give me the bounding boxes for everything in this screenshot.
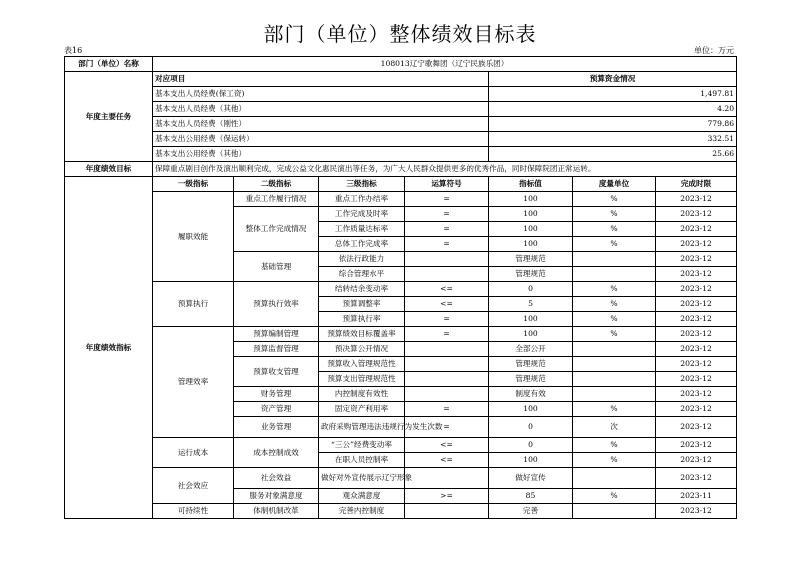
unit-cell (573, 504, 656, 519)
time-cell: 2023-11 (656, 489, 737, 504)
unit-cell (573, 372, 656, 387)
unit-cell: % (573, 402, 656, 417)
unit-cell (573, 252, 656, 267)
l2-cell: 社会效益 (234, 468, 319, 489)
indicators-label: 年度绩效指标 (65, 177, 153, 519)
op-cell: <= (405, 438, 489, 453)
goal-label: 年度绩效目标 (65, 162, 153, 177)
time-cell: 2023-12 (656, 453, 737, 468)
value-cell: 100 (489, 402, 573, 417)
time-cell: 2023-12 (656, 282, 737, 297)
value-cell: 0 (489, 282, 573, 297)
value-cell: 0 (489, 417, 573, 438)
time-cell: 2023-12 (656, 402, 737, 417)
value-cell: 100 (489, 207, 573, 222)
task-amount: 1,497.81 (489, 87, 737, 102)
op-cell (405, 252, 489, 267)
unit-cell (573, 357, 656, 372)
l2-cell: 预算收支管理 (234, 357, 319, 387)
time-cell: 2023-12 (656, 252, 737, 267)
l3-cell: 完善内控制度 (319, 504, 405, 519)
time-cell: 2023-12 (656, 372, 737, 387)
task-item: 基本支出公用经费（其他） (153, 147, 489, 162)
value-cell: 100 (489, 222, 573, 237)
time-cell: 2023-12 (656, 357, 737, 372)
time-cell: 2023-12 (656, 222, 737, 237)
main-task-header-row (65, 72, 737, 87)
goal-row (65, 162, 737, 177)
op-cell: = (405, 402, 489, 417)
op-cell (405, 504, 489, 519)
header-l3: 三级指标 (319, 177, 405, 192)
value-cell: 完善 (489, 504, 573, 519)
l1-cell: 履职效能 (153, 192, 234, 282)
op-cell: >= (405, 489, 489, 504)
l1-cell: 管理效率 (153, 327, 234, 438)
value-cell: 100 (489, 453, 573, 468)
time-cell: 2023-12 (656, 297, 737, 312)
l2-cell: 业务管理 (234, 417, 319, 438)
dept-label: 部门（单位）名称 (65, 57, 153, 72)
l3-cell: 预算收入管理规范性 (319, 357, 405, 372)
l3-cell: 政府采购管理违法违规行为发生次数 (319, 417, 405, 438)
time-cell: 2023-12 (656, 504, 737, 519)
op-cell: <= (405, 453, 489, 468)
l3-cell: 综合管理水平 (319, 267, 405, 282)
unit-cell: % (573, 327, 656, 342)
dept-row (65, 57, 737, 72)
page-title: 部门（单位）整体绩效目标表 (263, 22, 537, 46)
unit-cell (573, 468, 656, 489)
time-cell: 2023-12 (656, 438, 737, 453)
header-op: 运算符号 (405, 177, 489, 192)
op-cell: = (405, 417, 489, 438)
value-cell: 管理规范 (489, 252, 573, 267)
op-cell (405, 342, 489, 357)
value-cell: 做好宣传 (489, 468, 573, 489)
op-cell: = (405, 207, 489, 222)
l3-cell: 总体工作完成率 (319, 237, 405, 252)
l2-cell: 资产管理 (234, 402, 319, 417)
unit-cell: % (573, 222, 656, 237)
time-cell: 2023-12 (656, 207, 737, 222)
l3-cell: 固定资产利用率 (319, 402, 405, 417)
l3-cell: 观众满意度 (319, 489, 405, 504)
l2-cell: 预算执行效率 (234, 282, 319, 327)
op-cell (405, 468, 489, 489)
unit-cell: % (573, 282, 656, 297)
l3-cell: 预算调整率 (319, 297, 405, 312)
op-cell: = (405, 192, 489, 207)
unit-label: 单位：万元 (694, 46, 734, 55)
time-cell: 2023-12 (656, 387, 737, 402)
table-row (65, 468, 737, 489)
goal-text: 保障重点剧目创作及演出顺利完成，完成公益文化惠民演出等任务，为广大人民群众提供更多的优秀作品，同时保障院团正常运转。 (153, 162, 737, 177)
table-row (65, 117, 737, 132)
value-cell: 100 (489, 192, 573, 207)
time-cell: 2023-12 (656, 192, 737, 207)
unit-cell: % (573, 192, 656, 207)
unit-cell (573, 387, 656, 402)
header-unit: 度量单位 (573, 177, 656, 192)
task-item: 基本支出人员经费（刚性） (153, 117, 489, 132)
unit-cell: % (573, 489, 656, 504)
l3-cell: 预决算公开情况 (319, 342, 405, 357)
table-row (65, 87, 737, 102)
l2-cell: 预算编制管理 (234, 327, 319, 342)
col-budget-header: 预算资金情况 (489, 72, 737, 87)
l2-cell: 整体工作完成情况 (234, 207, 319, 252)
op-cell (405, 372, 489, 387)
unit-cell: 次 (573, 417, 656, 438)
l2-cell: 服务对象满意度 (234, 489, 319, 504)
time-cell: 2023-12 (656, 417, 737, 438)
op-cell: = (405, 222, 489, 237)
l2-cell: 成本控制成效 (234, 438, 319, 468)
task-item: 基本支出人员经费（其他） (153, 102, 489, 117)
value-cell: 0 (489, 438, 573, 453)
op-cell (405, 357, 489, 372)
col-item-header: 对应项目 (153, 72, 489, 87)
l2-cell: 体制机制改革 (234, 504, 319, 519)
value-cell: 85 (489, 489, 573, 504)
table-row (65, 504, 737, 519)
l1-cell: 社会效应 (153, 468, 234, 504)
value-cell: 5 (489, 297, 573, 312)
task-amount: 25.66 (489, 147, 737, 162)
l1-cell: 可持续性 (153, 504, 234, 519)
l3-cell: 工作完成及时率 (319, 207, 405, 222)
time-cell: 2023-12 (656, 468, 737, 489)
task-item: 基本支出公用经费（保运转） (153, 132, 489, 147)
op-cell: <= (405, 282, 489, 297)
task-amount: 4.20 (489, 102, 737, 117)
time-cell: 2023-12 (656, 237, 737, 252)
time-cell: 2023-12 (656, 327, 737, 342)
l3-cell: 做好对外宣传展示辽宁形象 (319, 468, 405, 489)
header-l2: 二级指标 (234, 177, 319, 192)
unit-cell: % (573, 297, 656, 312)
l2-cell: 基础管理 (234, 252, 319, 282)
unit-cell: % (573, 438, 656, 453)
header-value: 指标值 (489, 177, 573, 192)
unit-cell: % (573, 237, 656, 252)
value-cell: 管理规范 (489, 372, 573, 387)
task-amount: 779.86 (489, 117, 737, 132)
unit-cell (573, 342, 656, 357)
unit-cell: % (573, 312, 656, 327)
value-cell: 管理规范 (489, 267, 573, 282)
table-row (65, 147, 737, 162)
task-amount: 332.51 (489, 132, 737, 147)
value-cell: 100 (489, 237, 573, 252)
unit-cell: % (573, 207, 656, 222)
l3-cell: 重点工作办结率 (319, 192, 405, 207)
main-tasks-label: 年度主要任务 (65, 72, 153, 162)
l3-cell: “三公”经费变动率 (319, 438, 405, 453)
table-row (65, 192, 737, 207)
value-cell: 100 (489, 327, 573, 342)
table-row (65, 438, 737, 453)
l2-cell: 财务管理 (234, 387, 319, 402)
l3-cell: 在职人员控制率 (319, 453, 405, 468)
header-l1: 一级指标 (153, 177, 234, 192)
l3-cell: 预算执行率 (319, 312, 405, 327)
l3-cell: 预算支出管理规范性 (319, 372, 405, 387)
table-number: 表16 (64, 46, 83, 55)
task-item: 基本支出人员经费(保工资) (153, 87, 489, 102)
value-cell: 制度有效 (489, 387, 573, 402)
l2-cell: 重点工作履行情况 (234, 192, 319, 207)
dept-name: 108013辽宁歌舞团（辽宁民族乐团） (153, 57, 737, 72)
l3-cell: 依法行政能力 (319, 252, 405, 267)
time-cell: 2023-12 (656, 342, 737, 357)
op-cell: <= (405, 297, 489, 312)
performance-table (64, 56, 737, 519)
l1-cell: 预算执行 (153, 282, 234, 327)
time-cell: 2023-12 (656, 312, 737, 327)
value-cell: 全部公开 (489, 342, 573, 357)
op-cell: = (405, 327, 489, 342)
value-cell: 100 (489, 312, 573, 327)
l3-cell: 内控制度有效性 (319, 387, 405, 402)
op-cell (405, 387, 489, 402)
op-cell (405, 267, 489, 282)
indicator-header-row (65, 177, 737, 192)
op-cell: = (405, 237, 489, 252)
l1-cell: 运行成本 (153, 438, 234, 468)
l3-cell: 预算绩效目标覆盖率 (319, 327, 405, 342)
l3-cell: 工作质量达标率 (319, 222, 405, 237)
value-cell: 管理规范 (489, 357, 573, 372)
header-time: 完成时限 (656, 177, 737, 192)
unit-cell (573, 267, 656, 282)
table-row (65, 132, 737, 147)
l3-cell: 结转结余变动率 (319, 282, 405, 297)
op-cell: = (405, 312, 489, 327)
time-cell: 2023-12 (656, 267, 737, 282)
table-row (65, 102, 737, 117)
unit-cell: % (573, 453, 656, 468)
table-row (65, 327, 737, 342)
table-row (65, 282, 737, 297)
l2-cell: 预算监督管理 (234, 342, 319, 357)
